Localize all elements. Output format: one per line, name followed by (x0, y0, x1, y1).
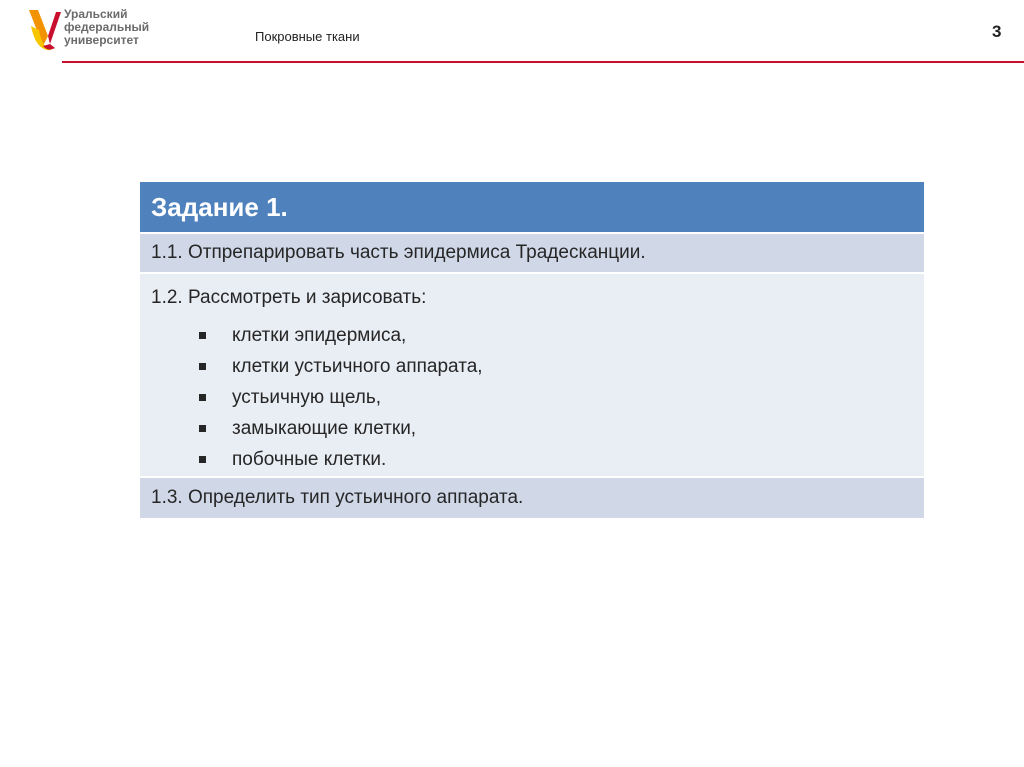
square-bullet-icon (199, 456, 206, 463)
list-item-text: замыкающие клетки, (232, 418, 417, 439)
square-bullet-icon (199, 363, 206, 370)
logo-line-2: федеральный (64, 20, 150, 34)
list-item-text: побочные клетки. (232, 449, 387, 470)
list-item (199, 320, 924, 351)
task-title: Задание 1. (140, 182, 924, 234)
task-step-3 (140, 478, 924, 518)
task-table (140, 182, 924, 518)
header-divider (62, 61, 1024, 63)
list-item (199, 382, 924, 413)
logo-text (64, 8, 149, 47)
list-item (199, 413, 924, 444)
list-item (199, 351, 924, 382)
square-bullet-icon (199, 332, 206, 339)
task-step-2-text: 1.2. Рассмотреть и зарисовать: (151, 287, 427, 308)
page-number: 3 (992, 22, 1002, 41)
task-step-3-text: 1.3. Определить тип устьичного аппарата. (151, 487, 524, 508)
square-bullet-icon (199, 394, 206, 401)
task-step-1-text: 1.1. Отпрепарировать часть эпидермиса Традесканции. (151, 242, 646, 263)
university-logo (26, 6, 176, 56)
urfu-logo-icon (26, 6, 62, 54)
list-item (199, 444, 924, 475)
section-title: Покровные ткани (255, 29, 360, 44)
square-bullet-icon (199, 425, 206, 432)
task-step-1 (140, 234, 924, 274)
list-item-text: клетки эпидермиса, (232, 325, 407, 346)
task-step-2 (140, 274, 924, 478)
logo-line-3: университет (64, 33, 139, 47)
logo-line-1: Уральский (64, 7, 128, 21)
list-item-text: устьичную щель, (232, 387, 382, 408)
list-item-text: клетки устьичного аппарата, (232, 356, 483, 377)
task-step-2-list (151, 320, 924, 475)
